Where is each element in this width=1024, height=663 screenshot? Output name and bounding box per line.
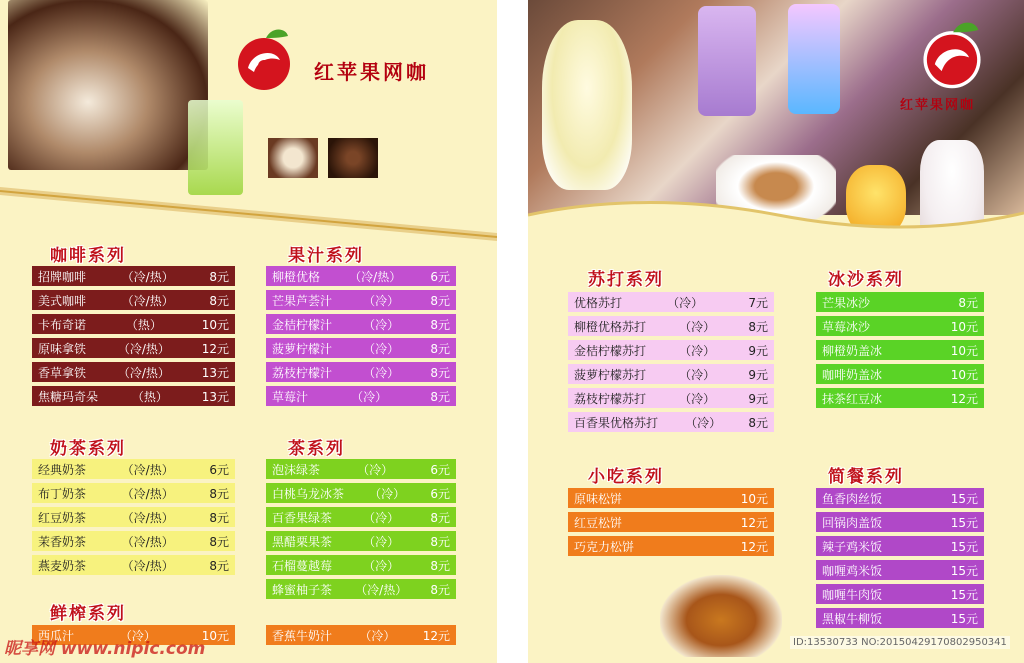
- item-price: 8元: [209, 510, 229, 525]
- item-price: 8元: [748, 319, 768, 334]
- item-name: 卡布奇诺: [38, 317, 87, 332]
- item-price: 6元: [430, 486, 450, 501]
- menu-item: [568, 412, 774, 432]
- juice-series-title: 果汁系列: [288, 246, 364, 266]
- item-price: 10元: [950, 319, 978, 334]
- item-name: 菠萝柠檬汁: [272, 341, 333, 356]
- item-temp: （冷）: [351, 389, 388, 404]
- item-name: 西瓜汁: [38, 628, 75, 643]
- menu-item: [266, 507, 456, 527]
- lime-drink-photo: [188, 100, 243, 195]
- item-name: 黑醋栗果茶: [272, 534, 333, 549]
- item-price: 7元: [748, 295, 768, 310]
- waffle-photo: [660, 575, 782, 657]
- item-price: 8元: [430, 317, 450, 332]
- item-name: 柳橙优格苏打: [574, 319, 647, 334]
- item-name: 原味拿铁: [38, 341, 87, 356]
- item-price: 15元: [950, 491, 978, 506]
- item-price: 8元: [430, 293, 450, 308]
- menu-item: [816, 560, 984, 580]
- menu-item: [32, 362, 235, 382]
- item-name: 金桔柠檬汁: [272, 317, 333, 332]
- menu-item: [32, 483, 235, 503]
- item-temp: （冷）: [119, 628, 156, 643]
- menu-item: [266, 483, 456, 503]
- coffee-cup-photo: [8, 0, 208, 170]
- item-price: 12元: [740, 539, 768, 554]
- blue-drink-photo: [788, 4, 840, 114]
- item-name: 咖啡奶盖冰: [822, 367, 883, 382]
- tea-menu-list: [266, 459, 456, 603]
- apple-logo-icon: [912, 14, 992, 94]
- item-name: 焦糖玛奇朵: [38, 389, 99, 404]
- ice-menu-list: [816, 292, 984, 412]
- item-temp: （热）: [125, 317, 162, 332]
- menu-item: [32, 338, 235, 358]
- item-price: 6元: [209, 462, 229, 477]
- menu-item: [32, 531, 235, 551]
- item-name: 优格苏打: [574, 295, 623, 310]
- item-price: 15元: [950, 515, 978, 530]
- item-price: 8元: [209, 269, 229, 284]
- item-price: 6元: [430, 269, 450, 284]
- item-temp: （冷/热）: [121, 462, 174, 477]
- item-name: 菠萝柠檬苏打: [574, 367, 647, 382]
- item-temp: （冷）: [667, 295, 704, 310]
- item-price: 13元: [201, 389, 229, 404]
- meal-menu-list: [816, 488, 984, 632]
- item-temp: （冷/热）: [117, 341, 170, 356]
- menu-item: [816, 340, 984, 360]
- brand-name: 红苹果网咖: [900, 98, 976, 113]
- item-temp: （冷）: [363, 558, 400, 573]
- item-temp: （冷/热）: [121, 510, 174, 525]
- item-temp: （冷）: [679, 367, 716, 382]
- menu-item: [568, 536, 774, 556]
- item-name: 香草拿铁: [38, 365, 87, 380]
- item-temp: （冷）: [685, 415, 722, 430]
- item-price: 9元: [748, 391, 768, 406]
- item-name: 草莓汁: [272, 389, 309, 404]
- item-price: 8元: [430, 341, 450, 356]
- item-temp: （冷/热）: [117, 365, 170, 380]
- item-price: 9元: [748, 343, 768, 358]
- coffee-beans-thumbnail: [328, 138, 378, 178]
- item-name: 黑椒牛柳饭: [822, 611, 883, 626]
- menu-item: [266, 579, 456, 599]
- id-watermark: ID:13530733 NO:20150429170802950341: [790, 636, 1010, 649]
- menu-item: [266, 266, 456, 286]
- item-name: 百香果优格苏打: [574, 415, 659, 430]
- menu-item: [816, 536, 984, 556]
- milk-tea-series-title: 奶茶系列: [50, 439, 126, 459]
- item-name: 咖喱牛肉饭: [822, 587, 883, 602]
- meal-series-title: 简餐系列: [828, 467, 904, 487]
- menu-item: [266, 531, 456, 551]
- item-price: 8元: [748, 415, 768, 430]
- right-menu-page: [528, 0, 1024, 663]
- item-temp: （冷/热）: [121, 486, 174, 501]
- brand-name: 红苹果网咖: [314, 60, 429, 84]
- menu-item: [32, 314, 235, 334]
- item-temp: （冷）: [357, 462, 394, 477]
- menu-item: [816, 488, 984, 508]
- item-price: 8元: [430, 510, 450, 525]
- item-price: 10元: [950, 367, 978, 382]
- item-name: 百香果绿茶: [272, 510, 333, 525]
- item-temp: （冷）: [679, 319, 716, 334]
- item-price: 15元: [950, 611, 978, 626]
- menu-item: [568, 364, 774, 384]
- menu-item: [266, 314, 456, 334]
- coffee-menu-list: [32, 266, 235, 410]
- item-price: 8元: [430, 558, 450, 573]
- item-name: 荔枝柠檬汁: [272, 365, 333, 380]
- item-price: 15元: [950, 587, 978, 602]
- item-name: 荔枝柠檬苏打: [574, 391, 647, 406]
- item-price: 13元: [201, 365, 229, 380]
- left-menu-page: [0, 0, 497, 663]
- item-price: 12元: [950, 391, 978, 406]
- fresh-series-title: 鲜榨系列: [50, 604, 126, 624]
- item-name: 原味松饼: [574, 491, 623, 506]
- menu-item: [266, 459, 456, 479]
- menu-item: [266, 290, 456, 310]
- item-temp: （冷）: [369, 486, 406, 501]
- item-name: 金桔柠檬苏打: [574, 343, 647, 358]
- menu-item: [816, 584, 984, 604]
- item-price: 8元: [430, 389, 450, 404]
- item-name: 咖喱鸡米饭: [822, 563, 883, 578]
- menu-item: [32, 459, 235, 479]
- item-temp: （冷/热）: [355, 582, 408, 597]
- menu-item: [816, 292, 984, 312]
- extra-menu-list: [266, 625, 456, 649]
- item-price: 12元: [201, 341, 229, 356]
- item-temp: （冷）: [359, 628, 396, 643]
- menu-item: [266, 625, 456, 645]
- item-price: 10元: [740, 491, 768, 506]
- item-price: 8元: [209, 534, 229, 549]
- item-name: 美式咖啡: [38, 293, 87, 308]
- snack-menu-list: [568, 488, 774, 560]
- item-price: 8元: [430, 534, 450, 549]
- menu-item: [266, 555, 456, 575]
- menu-item: [32, 266, 235, 286]
- menu-item: [32, 290, 235, 310]
- item-price: 6元: [430, 462, 450, 477]
- item-name: 芒果冰沙: [822, 295, 871, 310]
- item-name: 香蕉牛奶汁: [272, 628, 333, 643]
- item-temp: （冷）: [363, 534, 400, 549]
- item-name: 布丁奶茶: [38, 486, 87, 501]
- soda-series-title: 苏打系列: [588, 270, 664, 290]
- item-price: 8元: [209, 293, 229, 308]
- item-name: 辣子鸡米饭: [822, 539, 883, 554]
- item-name: 经典奶茶: [38, 462, 87, 477]
- item-price: 9元: [748, 367, 768, 382]
- item-price: 8元: [209, 486, 229, 501]
- item-temp: （冷/热）: [121, 293, 174, 308]
- apple-logo-icon: [232, 22, 302, 92]
- menu-item: [816, 364, 984, 384]
- site-watermark: 昵享网 www.nipic.com: [4, 639, 206, 659]
- item-temp: （冷）: [363, 341, 400, 356]
- item-price: 8元: [430, 365, 450, 380]
- item-name: 抹茶红豆冰: [822, 391, 883, 406]
- menu-item: [568, 292, 774, 312]
- item-temp: （冷/热）: [121, 534, 174, 549]
- menu-item: [32, 507, 235, 527]
- juice-menu-list: [266, 266, 456, 410]
- menu-item: [568, 340, 774, 360]
- snack-series-title: 小吃系列: [588, 467, 664, 487]
- item-price: 8元: [430, 582, 450, 597]
- item-name: 回锅肉盖饭: [822, 515, 883, 530]
- item-name: 白桃乌龙冰茶: [272, 486, 345, 501]
- item-name: 红豆奶茶: [38, 510, 87, 525]
- item-temp: （冷）: [679, 391, 716, 406]
- item-name: 招牌咖啡: [38, 269, 87, 284]
- menu-item: [266, 362, 456, 382]
- menu-item: [816, 512, 984, 532]
- menu-item: [816, 316, 984, 336]
- menu-item: [568, 488, 774, 508]
- menu-item: [32, 386, 235, 406]
- item-temp: （冷/热）: [121, 269, 174, 284]
- item-temp: （冷）: [363, 365, 400, 380]
- soda-menu-list: [568, 292, 774, 436]
- item-name: 巧克力松饼: [574, 539, 635, 554]
- item-price: 15元: [950, 563, 978, 578]
- item-price: 10元: [201, 628, 229, 643]
- item-temp: （冷）: [363, 293, 400, 308]
- header-curve: [528, 185, 1024, 245]
- ice-series-title: 冰沙系列: [828, 270, 904, 290]
- item-name: 燕麦奶茶: [38, 558, 87, 573]
- menu-item: [32, 555, 235, 575]
- item-name: 石榴蔓越莓: [272, 558, 333, 573]
- item-price: 12元: [422, 628, 450, 643]
- coffee-series-title: 咖啡系列: [50, 246, 126, 266]
- item-price: 10元: [201, 317, 229, 332]
- item-temp: （热）: [131, 389, 168, 404]
- taro-drink-photo: [698, 6, 756, 116]
- menu-item: [568, 388, 774, 408]
- item-name: 红豆松饼: [574, 515, 623, 530]
- item-price: 8元: [209, 558, 229, 573]
- item-temp: （冷）: [363, 317, 400, 332]
- item-price: 12元: [740, 515, 768, 530]
- milk-tea-menu-list: [32, 459, 235, 579]
- item-name: 柳橙优格: [272, 269, 321, 284]
- item-temp: （冷）: [363, 510, 400, 525]
- latte-thumbnail: [268, 138, 318, 178]
- menu-item: [816, 388, 984, 408]
- tea-series-title: 茶系列: [288, 439, 345, 459]
- menu-item: [816, 608, 984, 628]
- item-name: 泡沫绿茶: [272, 462, 321, 477]
- item-name: 芒果芦荟汁: [272, 293, 333, 308]
- item-temp: （冷）: [679, 343, 716, 358]
- item-price: 10元: [950, 343, 978, 358]
- smoothie-glass-photo: [542, 20, 632, 190]
- item-temp: （冷/热）: [349, 269, 402, 284]
- menu-item: [266, 386, 456, 406]
- item-price: 8元: [958, 295, 978, 310]
- menu-item: [266, 338, 456, 358]
- item-name: 茉香奶茶: [38, 534, 87, 549]
- menu-item: [568, 316, 774, 336]
- menu-item: [568, 512, 774, 532]
- item-name: 草莓冰沙: [822, 319, 871, 334]
- item-name: 蜂蜜柚子茶: [272, 582, 333, 597]
- item-temp: （冷/热）: [121, 558, 174, 573]
- header-divider: [0, 185, 497, 245]
- item-name: 柳橙奶盖冰: [822, 343, 883, 358]
- item-name: 鱼香肉丝饭: [822, 491, 883, 506]
- item-price: 15元: [950, 539, 978, 554]
